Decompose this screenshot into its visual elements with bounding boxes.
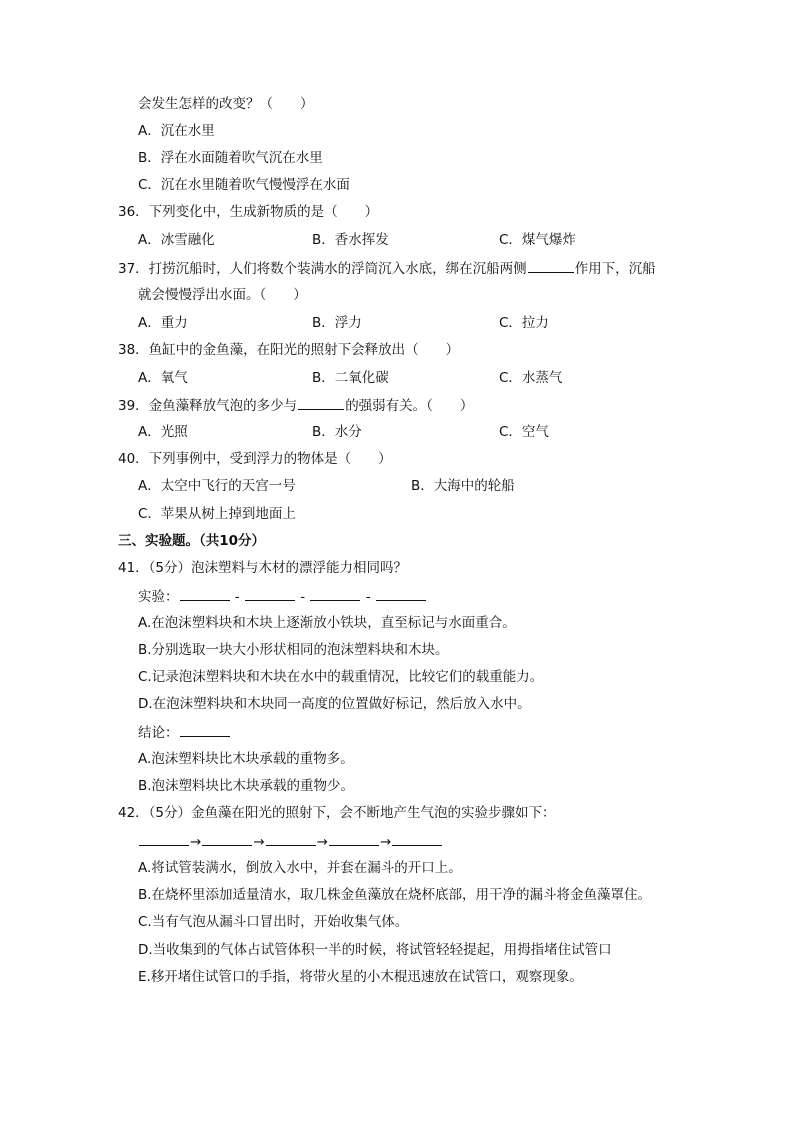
q40-option-b[interactable]: B．大海中的轮船	[411, 478, 515, 494]
q41-conclusion-b: B.泡沫塑料块比木块承载的重物少。	[138, 778, 355, 794]
q40-options	[138, 476, 698, 496]
arrow-icon: →	[316, 834, 328, 850]
q42-step-order	[138, 831, 443, 852]
q42-step-d: D.当收集到的气体占试管体积一半的时候，将试管轻轻提起，用拇指堵住试管口	[138, 942, 612, 958]
q42-order-blank-5[interactable]	[392, 831, 442, 846]
q40-option-c[interactable]: C．苹果从树上掉到地面上	[138, 506, 296, 522]
q37-stem-cont: 就会慢慢浮出水面。（ ）	[138, 287, 307, 303]
q37-stem	[118, 258, 656, 279]
q41-conclusion-blank[interactable]	[180, 722, 230, 737]
arrow-icon: →	[379, 834, 392, 850]
q41-separator: -	[300, 589, 306, 605]
q41-step-c: C.记录泡沫塑料块和木块在水中的载重情况，比较它们的载重能力。	[138, 669, 544, 685]
q35-option-b[interactable]: B．浮在水面随着吹气沉在水里	[138, 150, 323, 166]
q35-option-c[interactable]: C．沉在水里随着吹气慢慢浮在水面	[138, 177, 350, 193]
q42-order-blank-1[interactable]	[139, 831, 189, 846]
arrow-icon: →	[190, 834, 202, 850]
q41-separator: -	[365, 589, 371, 605]
q41-step-d: D.在泡沫塑料块和木块同一高度的位置做好标记，然后放入水中。	[138, 696, 531, 712]
q39-option-a[interactable]: A．光照	[138, 424, 188, 440]
q38-option-a[interactable]: A．氧气	[138, 370, 188, 386]
q41-conclusion	[138, 722, 231, 743]
section-3-title: 三、实验题。（共10分）	[118, 533, 266, 549]
q41-step-a: A.在泡沫塑料块和木块上逐渐放小铁块，直至标记与水面重合。	[138, 615, 516, 631]
q37-stem-part2: 作用下，沉船	[574, 261, 656, 277]
q40-stem: 40．下列事例中，受到浮力的物体是（ ）	[118, 451, 392, 467]
q42-step-a: A.将试管装满水，倒放入水中，并套在漏斗的开口上。	[138, 860, 462, 876]
q41-order-blank-1[interactable]	[180, 586, 230, 601]
q36-option-b[interactable]: B．香水挥发	[312, 232, 389, 248]
q36-option-c[interactable]: C．煤气爆炸	[499, 232, 576, 248]
q41-experiment-order	[138, 586, 427, 607]
q39-options	[138, 422, 698, 442]
q42-step-b: B.在烧杯里添加适量清水，取几株金鱼藻放在烧杯底部，用干净的漏斗将金鱼藻罩住。	[138, 887, 652, 903]
q39-option-b[interactable]: B．水分	[312, 424, 362, 440]
q38-option-b[interactable]: B．二氧化碳	[312, 370, 389, 386]
q42-step-c: C.当有气泡从漏斗口冒出时，开始收集气体。	[138, 914, 409, 930]
q41-experiment-label: 实验：	[138, 589, 179, 605]
q38-stem: 38．鱼缸中的金鱼藻，在阳光的照射下会释放出（ ）	[118, 342, 460, 358]
q42-order-blank-3[interactable]	[266, 831, 316, 846]
q37-option-b[interactable]: B．浮力	[312, 315, 362, 331]
q42-step-e: E.移开堵住试管口的手指，将带火星的小木棍迅速放在试管口，观察现象。	[138, 969, 583, 985]
q39-stem-part1: 39．金鱼藻释放气泡的多少与	[118, 398, 298, 414]
q42-order-blank-4[interactable]	[329, 831, 379, 846]
q36-options	[138, 230, 698, 250]
q40-option-a[interactable]: A．太空中飞行的天宫一号	[138, 478, 296, 494]
q37-option-c[interactable]: C．拉力	[499, 315, 549, 331]
q36-stem: 36．下列变化中，生成新物质的是（ ）	[118, 204, 379, 220]
q37-options	[138, 313, 698, 333]
q39-answer-blank[interactable]	[298, 395, 344, 410]
q41-stem: 41．（5分）泡沫塑料与木材的漂浮能力相同吗？	[118, 560, 408, 576]
q42-stem: 42．（5分）金鱼藻在阳光的照射下，会不断地产生气泡的实验步骤如下：	[118, 805, 556, 821]
q42-order-blank-2[interactable]	[202, 831, 252, 846]
q41-step-b: B.分别选取一块大小形状相同的泡沫塑料块和木块。	[138, 642, 449, 658]
q35-option-a[interactable]: A．沉在水里	[138, 123, 215, 139]
q38-options	[138, 368, 698, 388]
q41-order-blank-3[interactable]	[310, 586, 360, 601]
q36-option-a[interactable]: A．冰雪融化	[138, 232, 215, 248]
arrow-icon: →	[253, 834, 265, 850]
q37-stem-part1: 37．打捞沉船时，人们将数个装满水的浮筒沉入水底，绑在沉船两侧	[118, 261, 527, 277]
q41-order-blank-4[interactable]	[376, 586, 426, 601]
q39-stem	[118, 395, 473, 416]
q37-option-a[interactable]: A．重力	[138, 315, 188, 331]
q39-stem-part2: 的强弱有关。（ ）	[345, 398, 474, 414]
q35-stem-tail: 会发生怎样的改变？（ ）	[138, 96, 314, 112]
q41-conclusion-label: 结论：	[138, 725, 179, 741]
q41-conclusion-a: A.泡沫塑料块比木块承载的重物多。	[138, 751, 354, 767]
q41-order-blank-2[interactable]	[245, 586, 295, 601]
q39-option-c[interactable]: C．空气	[499, 424, 549, 440]
q37-answer-blank[interactable]	[528, 258, 574, 273]
q38-option-c[interactable]: C．水蒸气	[499, 370, 563, 386]
q41-separator: -	[234, 589, 240, 605]
